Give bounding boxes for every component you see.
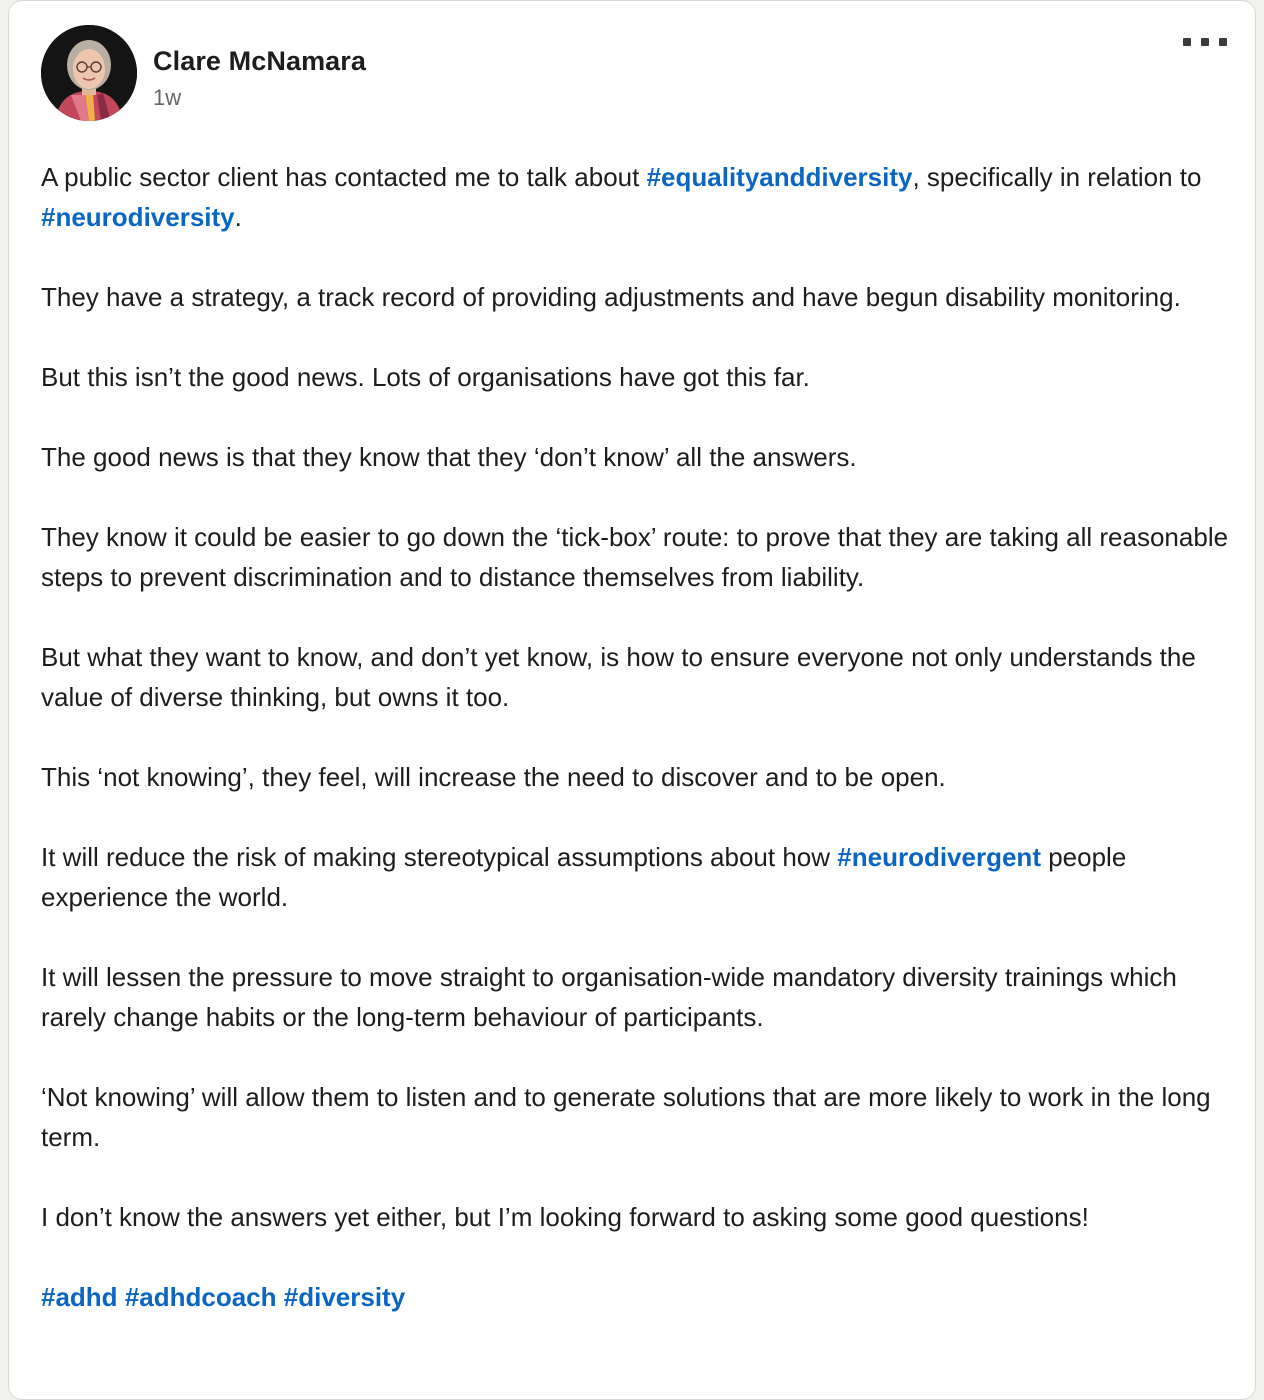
post-paragraph: But what they want to know, and don’t yet know, is how to ensure everyone not only understands the value of diverse thinking, but owns it too.: [41, 642, 1196, 712]
paragraph-text: .: [234, 202, 242, 232]
author-photo: [41, 25, 137, 121]
paragraph-text: people experience the world.: [41, 842, 1127, 912]
ellipsis-icon: [1201, 38, 1209, 46]
author-avatar[interactable]: [41, 25, 137, 121]
post-paragraph: [41, 837, 1241, 917]
post-paragraph: It will lessen the pressure to move straight to organisation-wide mandatory diversity trainings which rarely change habits or the long-term behaviour of participants.: [41, 962, 1177, 1032]
hashtag-link[interactable]: #adhdcoach: [124, 1282, 277, 1312]
post-paragraph: They have a strategy, a track record of providing adjustments and have begun disability monitoring.: [41, 282, 1181, 312]
post-paragraph: ‘Not knowing’ will allow them to listen and to generate solutions that are more likely to work in the long term.: [41, 1082, 1211, 1152]
post-paragraph: The good news is that they know that they ‘don’t know’ all the answers.: [41, 442, 857, 472]
post-paragraph: This ‘not knowing’, they feel, will increase the need to discover and to be open.: [41, 762, 946, 792]
post-paragraph: But this isn’t the good news. Lots of organisations have got this far.: [41, 362, 810, 392]
post-paragraph: [41, 157, 1241, 237]
post-timestamp: 1w: [153, 85, 182, 110]
post-card: [8, 0, 1256, 1400]
post-body: [41, 157, 1241, 1357]
hashtag-list: [41, 1277, 1241, 1317]
hashtag-link[interactable]: #equalityanddiversity: [646, 162, 913, 192]
paragraph-text: A public sector client has contacted me to talk about: [41, 162, 647, 192]
hashtag-link[interactable]: #neurodiversity: [41, 202, 235, 232]
hashtag-link[interactable]: #adhd: [41, 1282, 118, 1312]
hashtag-link[interactable]: #neurodivergent: [837, 842, 1041, 872]
paragraph-text: It will reduce the risk of making stereotypical assumptions about how: [41, 842, 838, 872]
more-options-button[interactable]: [1183, 31, 1227, 53]
author-name[interactable]: Clare McNamara: [153, 46, 367, 76]
post-paragraph: They know it could be easier to go down the ‘tick-box’ route: to prove that they are taking all reasonable steps to prevent discrimination and to distance themselves from liability.: [41, 522, 1229, 592]
hashtag-link[interactable]: #diversity: [283, 1282, 406, 1312]
ellipsis-icon: [1183, 38, 1191, 46]
paragraph-text: , specifically in relation to: [912, 162, 1202, 192]
ellipsis-icon: [1219, 38, 1227, 46]
post-paragraph: I don’t know the answers yet either, but I’m looking forward to asking some good questions!: [41, 1202, 1089, 1232]
